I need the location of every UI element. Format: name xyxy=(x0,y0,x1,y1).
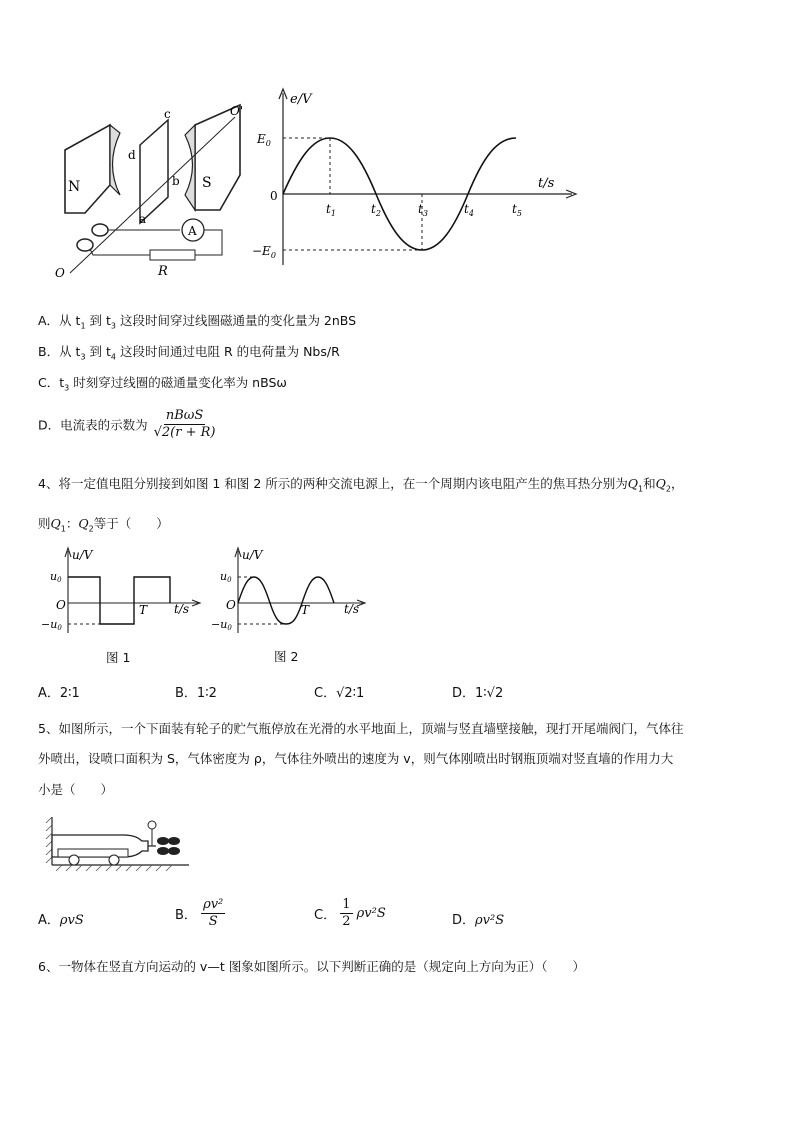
coil-letter-a: a xyxy=(139,212,147,226)
q5-stem-line2: 外喷出，设喷口面积为 S，气体密度为 ρ，气体往外喷出的速度为 v，则气体刚喷出时钢瓶顶端对竖直墙的作用力大 xyxy=(38,751,674,766)
axis-label-bottom: O xyxy=(55,266,65,280)
tick-t4: $t_4$ xyxy=(464,202,474,218)
q4-fig1-caption: 图 1 xyxy=(106,650,131,665)
q3-option-d: D．电流表的示数为 $\frac{\text{nBωS}}{√2(r + R)}$ xyxy=(38,408,216,440)
q3-option-b: B．从 $t_3$ 到 $t_4$ 这段时间通过电阻 R 的电荷量为 Nbs/R xyxy=(38,344,340,362)
fig2-sine-wave xyxy=(238,577,334,624)
q4-option-c: C．√2∶1 xyxy=(314,686,365,701)
fig2-T: T xyxy=(301,603,310,617)
q5-option-b: B． $\frac{\text{ρv²}}{S}$ xyxy=(175,897,224,929)
q3-option-d-fraction: $\frac{\text{nBωS}}{√2(r + R)}$ xyxy=(153,408,216,440)
resistor-label: R xyxy=(158,264,168,279)
graph-yneg-label: $-E_0$ xyxy=(252,244,276,260)
fig2-neg-u0: −u0 xyxy=(211,618,232,632)
emf-time-graph xyxy=(250,85,580,275)
q4-figure-1 xyxy=(38,545,203,635)
graph-xlabel: t/s xyxy=(538,176,555,191)
fig2-xlabel: t/s xyxy=(344,602,360,616)
fig1-xlabel: t/s xyxy=(174,602,190,616)
q5-stem-line3: 小是（ ） xyxy=(38,782,114,797)
q4-option-d: D．1∶√2 xyxy=(452,686,504,701)
tick-t5: $t_5$ xyxy=(512,202,522,218)
q5-option-c-fraction: $\frac{1}{2}$ xyxy=(342,897,351,929)
coil-letter-d: d xyxy=(128,148,136,162)
fig2-ylabel: u/V xyxy=(242,548,263,562)
q5-option-b-fraction: $\frac{\text{ρv²}}{S}$ xyxy=(203,897,224,929)
fig1-origin: O xyxy=(56,598,66,612)
q5-gas-cylinder-figure xyxy=(44,815,194,875)
fig1-neg-u0: −u0 xyxy=(41,618,62,632)
q3-option-a: A．从 $t_1$ 到 $t_3$ 这段时间穿过线圈磁通量的变化量为 2nBS xyxy=(38,313,357,331)
graph-origin: 0 xyxy=(270,189,278,203)
ammeter-label: A xyxy=(188,224,197,238)
axis-label-top: O' xyxy=(230,104,244,118)
q4-stem-line2: 则$Q_1$：$Q_2$等于（ ） xyxy=(38,516,169,534)
tick-t1: $t_1$ xyxy=(326,202,336,218)
fig2-u0: u0 xyxy=(220,570,232,584)
q4-stem-line1: 4、将一定值电阻分别接到如图 1 和图 2 所示的两种交流电源上，在一个周期内该电阻产生的焦耳热分别为$Q_1$和$Q_2$， xyxy=(38,476,684,494)
coil-letter-c: c xyxy=(164,107,171,121)
q3-option-c: C．$t_3$ 时刻穿过线圈的磁通量变化率为 nBSω xyxy=(38,375,287,393)
q4-option-b: B．1∶2 xyxy=(175,686,217,701)
q5-option-a: A．ρvS xyxy=(38,913,84,928)
magnet-n-label: N xyxy=(68,179,81,195)
fig2-origin: O xyxy=(226,598,236,612)
q5-stem-line1: 5、如图所示，一个下面装有轮子的贮气瓶停放在光滑的水平地面上，顶端与竖直墙壁接触，现打开尾端阀门，气体往 xyxy=(38,721,684,736)
q5-option-d: D．ρv²S xyxy=(452,913,505,928)
fig1-T: T xyxy=(139,603,148,617)
q4-figure-2 xyxy=(208,545,373,635)
tick-t3: $t_3$ xyxy=(418,202,428,218)
fig1-u0: u0 xyxy=(50,570,62,584)
graph-ylabel: e/V xyxy=(290,92,312,107)
magnet-s-label: S xyxy=(202,175,212,191)
coil-letter-b: b xyxy=(172,174,180,188)
graph-ypos-label: $E_0$ xyxy=(257,132,271,148)
q5-option-c: C． $\frac{1}{2}$ ρv²S xyxy=(314,897,386,929)
q6-stem: 6、一物体在竖直方向运动的 v—t 图象如图所示。以下判断正确的是（规定向上方向为正）（ ） xyxy=(38,959,585,974)
q4-fig2-caption: 图 2 xyxy=(274,649,299,664)
fig1-ylabel: u/V xyxy=(72,548,93,562)
fig1-square-wave xyxy=(68,577,170,624)
tick-t2: $t_2$ xyxy=(371,202,381,218)
q4-option-a: A．2∶1 xyxy=(38,686,80,701)
